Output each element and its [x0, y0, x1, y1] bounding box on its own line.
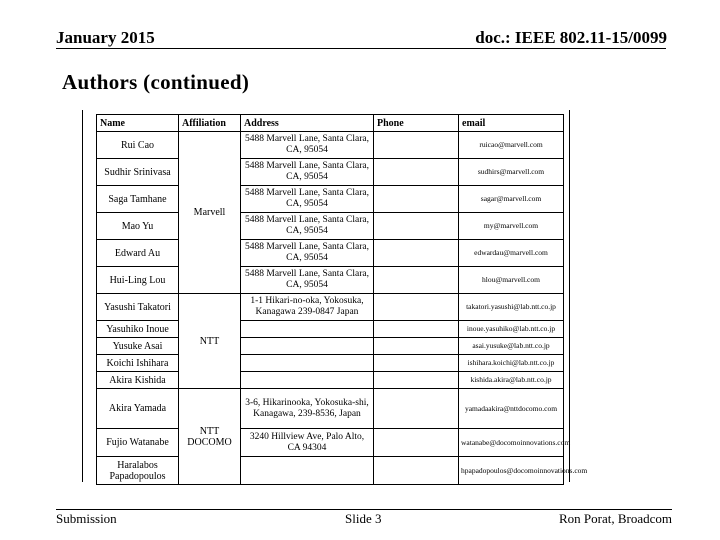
author-name: Koichi Ishihara: [97, 355, 179, 372]
author-address: 5488 Marvell Lane, Santa Clara, CA, 95054: [241, 186, 374, 213]
author-email: hlou@marvell.com: [459, 267, 564, 294]
table-row: [97, 213, 564, 240]
table-row: [97, 372, 564, 389]
author-email: hpapadopoulos@docomoinnovations.com: [459, 457, 564, 485]
author-name: Fujio Watanabe: [97, 429, 179, 457]
table-header-row: [97, 115, 564, 132]
author-address: 5488 Marvell Lane, Santa Clara, CA, 95054: [241, 240, 374, 267]
author-address: 5488 Marvell Lane, Santa Clara, CA, 95054: [241, 213, 374, 240]
column-header-email: email: [459, 115, 564, 132]
table-row: [97, 321, 564, 338]
authors-table: [96, 114, 588, 485]
author-phone: [374, 267, 459, 294]
table-row: [97, 132, 564, 159]
author-phone: [374, 457, 459, 485]
table-row: [97, 429, 564, 457]
author-address: 5488 Marvell Lane, Santa Clara, CA, 95054: [241, 132, 374, 159]
author-email: inoue.yasuhiko@lab.ntt.co.jp: [459, 321, 564, 338]
author-name: Sudhir Srinivasa: [97, 159, 179, 186]
table-row: [97, 338, 564, 355]
slide-title: Authors (continued): [62, 70, 250, 94]
footer-slide-number: Slide 3: [345, 511, 382, 526]
author-email: edwardau@marvell.com: [459, 240, 564, 267]
header-date: January 2015: [56, 28, 155, 47]
author-name: Mao Yu: [97, 213, 179, 240]
author-address: 5488 Marvell Lane, Santa Clara, CA, 95054: [241, 159, 374, 186]
author-email: sudhirs@marvell.com: [459, 159, 564, 186]
author-name: Yasuhiko Inoue: [97, 321, 179, 338]
author-phone: [374, 389, 459, 429]
author-phone: [374, 372, 459, 389]
author-name: Haralabos Papadopoulos: [97, 457, 179, 485]
column-header-name: Name: [97, 115, 179, 132]
author-phone: [374, 355, 459, 372]
table-row: [97, 389, 564, 429]
column-header-affiliation: Affiliation: [179, 115, 241, 132]
table-row: [97, 355, 564, 372]
table-row: [97, 159, 564, 186]
author-name: Rui Cao: [97, 132, 179, 159]
author-name: Yasushi Takatori: [97, 294, 179, 321]
author-phone: [374, 338, 459, 355]
affiliation-marvell: Marvell: [179, 132, 241, 294]
footer-divider: [56, 509, 672, 510]
column-header-address: Address: [241, 115, 374, 132]
author-address: 3-6, Hikarinooka, Yokosuka-shi, Kanagawa, 239-8536, Japan: [241, 389, 374, 429]
author-phone: [374, 213, 459, 240]
author-address: [241, 372, 374, 389]
author-email: watanabe@docomoinnovations.com: [459, 429, 564, 457]
author-address: [241, 321, 374, 338]
affiliation-ntt: NTT: [179, 294, 241, 389]
footer-submission: Submission: [56, 511, 117, 526]
author-email: takatori.yasushi@lab.ntt.co.jp: [459, 294, 564, 321]
author-name: Yusuke Asai: [97, 338, 179, 355]
author-phone: [374, 159, 459, 186]
author-address: 5488 Marvell Lane, Santa Clara, CA, 95054: [241, 267, 374, 294]
author-address: 3240 Hillview Ave, Palo Alto, CA 94304: [241, 429, 374, 457]
author-phone: [374, 321, 459, 338]
author-phone: [374, 132, 459, 159]
author-email: yamadaakira@nttdocomo.com: [459, 389, 564, 429]
author-name: Hui-Ling Lou: [97, 267, 179, 294]
author-email: my@marvell.com: [459, 213, 564, 240]
author-address: [241, 355, 374, 372]
header-divider: [56, 48, 666, 49]
author-name: Akira Kishida: [97, 372, 179, 389]
author-phone: [374, 429, 459, 457]
table-row: [97, 267, 564, 294]
author-email: kishida.akira@lab.ntt.co.jp: [459, 372, 564, 389]
author-phone: [374, 240, 459, 267]
author-email: sagar@marvell.com: [459, 186, 564, 213]
author-phone: [374, 186, 459, 213]
table-row: [97, 240, 564, 267]
author-email: ishihara.koichi@lab.ntt.co.jp: [459, 355, 564, 372]
author-name: Saga Tamhane: [97, 186, 179, 213]
author-email: asai.yusuke@lab.ntt.co.jp: [459, 338, 564, 355]
affiliation-ntt-docomo: NTT DOCOMO: [179, 389, 241, 485]
author-phone: [374, 294, 459, 321]
table-row: [97, 457, 564, 485]
author-name: Edward Au: [97, 240, 179, 267]
author-name: Akira Yamada: [97, 389, 179, 429]
table-row: [97, 294, 564, 321]
author-address: 1-1 Hikari-no-oka, Yokosuka, Kanagawa 239-0847 Japan: [241, 294, 374, 321]
header-doc-id: doc.: IEEE 802.11-15/0099: [475, 28, 667, 47]
table-row: [97, 186, 564, 213]
author-email: ruicao@marvell.com: [459, 132, 564, 159]
footer-author: Ron Porat, Broadcom: [558, 511, 672, 526]
column-header-phone: Phone: [374, 115, 459, 132]
author-address: [241, 457, 374, 485]
author-address: [241, 338, 374, 355]
